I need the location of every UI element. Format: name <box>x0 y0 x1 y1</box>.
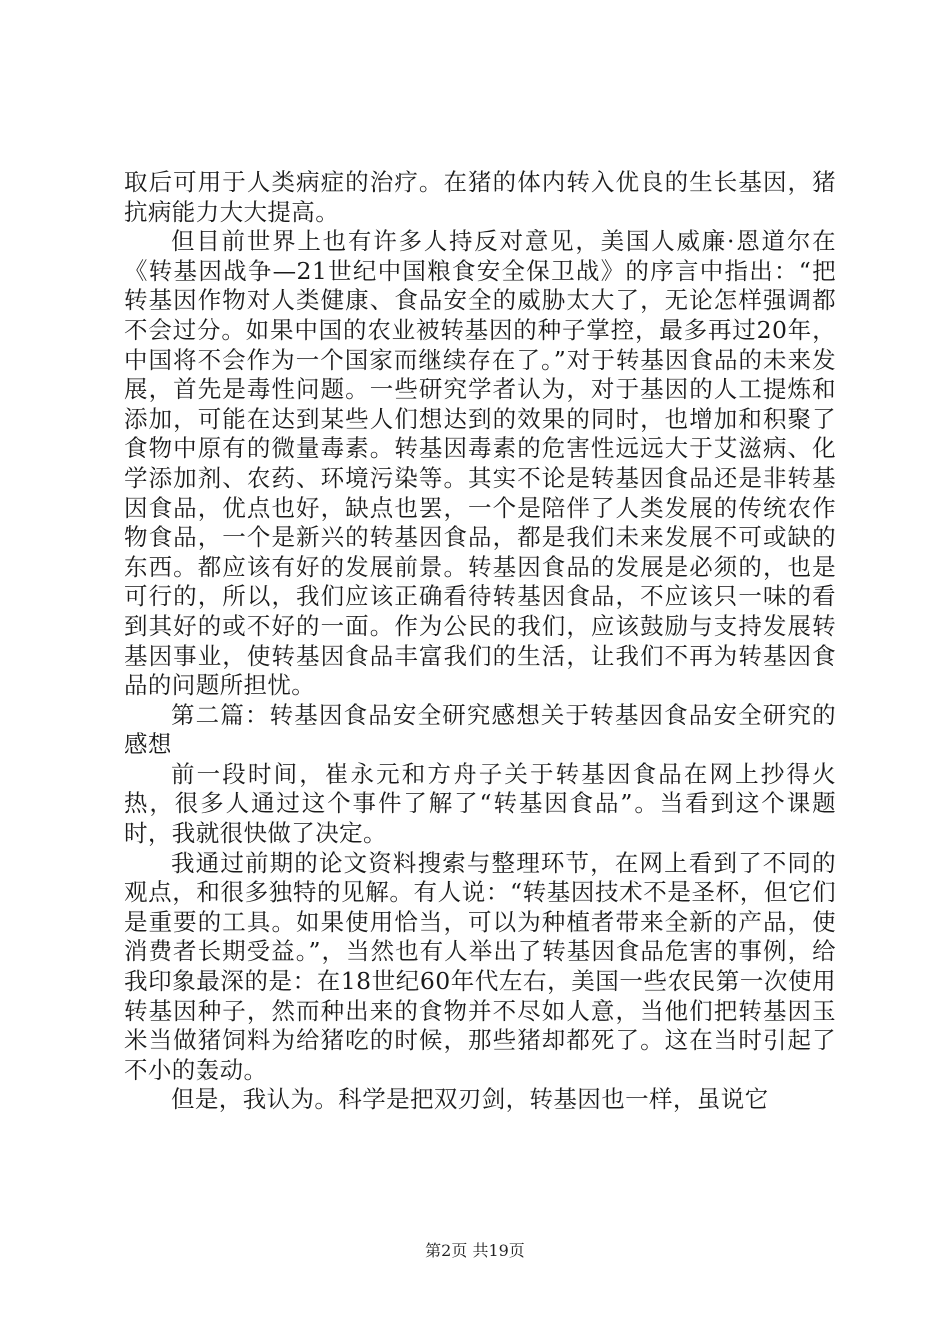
section-heading-part-two: 第二篇：转基因食品安全研究感想关于转基因食品安全研究的感想 <box>124 700 836 759</box>
document-body <box>124 168 836 1115</box>
paragraph-opinion: 但是，我认为。科学是把双刃剑，转基因也一样，虽说它 <box>171 1085 769 1114</box>
page-number-footer: 第2页 共19页 <box>425 1241 525 1260</box>
paragraph-opposition-views: 但目前世界上也有许多人持反对意见，美国人威廉·恩道尔在《转基因战争—21世纪中国粮食安全保卫战》的序言中指出：“把转基因作物对人类健康、食品安全的威胁太大了，无论怎样强调都不会过分。如果中国的农业被转基因的种子掌控，最多再过20年，中国将不会作为一个国家而继续存在了。”对于转基因食品的未来发展，首先是毒性问题。一些研究学者认为，对于基因的人工提炼和添加，可能在达到某些人们想达到的效果的同时，也增加和积聚了食物中原有的微量毒素。转基因毒素的危害性远远大于艾滋病、化学添加剂、农药、环境污染等。其实不论是转基因食品还是非转基因食品，优点也好，缺点也罢，一个是陪伴了人类发展的传统农作物食品，一个是新兴的转基因食品，都是我们未来发展不可或缺的东西。都应该有好的发展前景。转基因食品的发展是必须的，也是可行的，所以，我们应该正确看待转基因食品，不应该只一味的看到其好的或不好的一面。作为公民的我们，应该鼓励与支持发展转基因事业，使转基因食品丰富我们的生活，让我们不再为转基因食品的问题所担忧。 <box>124 227 836 700</box>
paragraph-continuation: 取后可用于人类病症的治疗。在猪的体内转入优良的生长基因，猪抗病能力大大提高。 <box>124 168 836 226</box>
paragraph-introduction: 前一段时间，崔永元和方舟子关于转基因食品在网上抄得火热，很多人通过这个事件了解了“转基因食品”。当看到这个课题时，我就很快做了决定。 <box>124 759 836 848</box>
paragraph-research-views: 我通过前期的论文资料搜索与整理环节，在网上看到了不同的观点，和很多独特的见解。有人说：“转基因技术不是圣杯，但它们是重要的工具。如果使用恰当，可以为种植者带来全新的产品，使消费者长期受益。”，当然也有人举出了转基因食品危害的事例，给我印象最深的是：在18世纪60年代左右，美国一些农民第一次使用转基因种子，然而种出来的食物并不尽如人意，当他们把转基因玉米当做猪饲料为给猪吃的时候，那些猪却都死了。这在当时引起了不小的轰动。 <box>124 848 836 1084</box>
